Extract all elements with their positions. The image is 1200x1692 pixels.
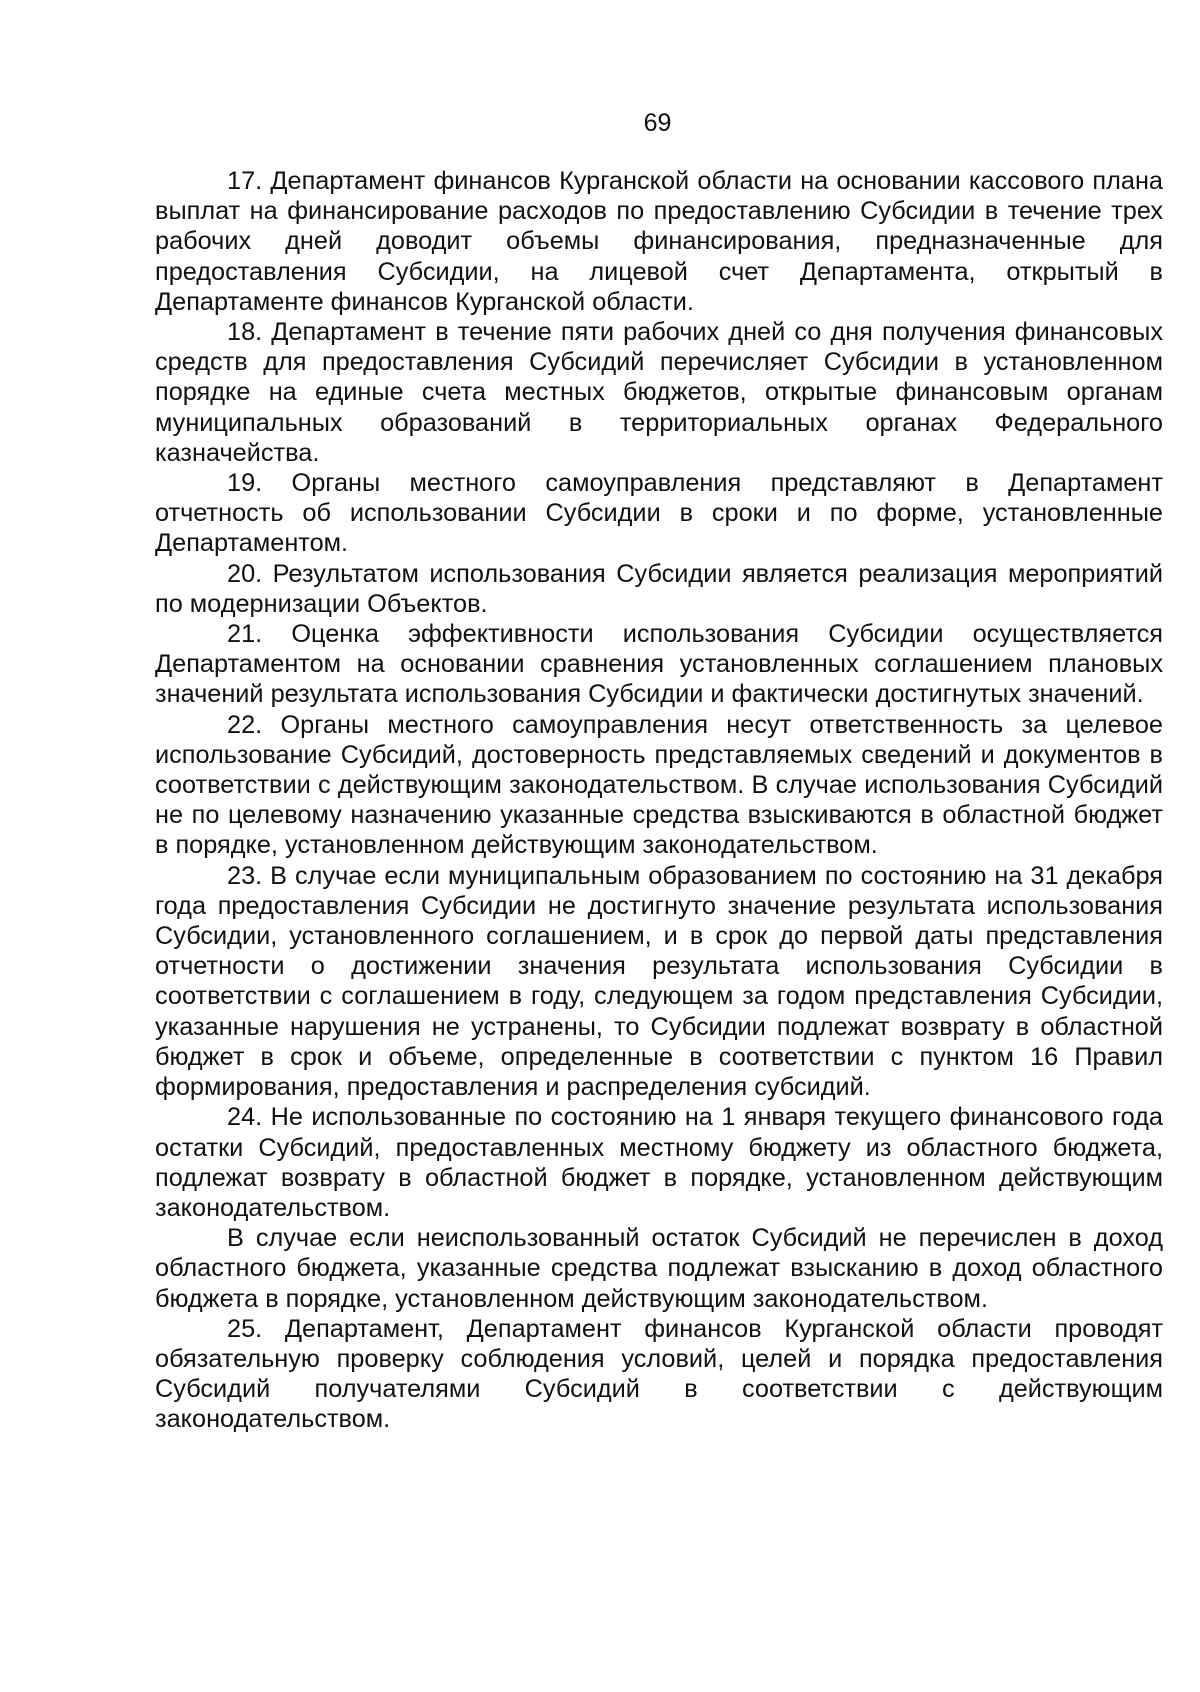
paragraph-24: 24. Не использованные по состоянию на 1 января текущего финансового года остатки Субсидий, предоставленных местному бюджету из областного бюджета, подлежат возврату в областной бюджет в порядке, установленном действующим законодательством. — [155, 1103, 1163, 1222]
paragraph-23: 23. В случае если муниципальным образованием по состоянию на 31 декабря года предоставления Субсидии не достигнуто значение результата использования Субсидии, установленного соглашением, и в срок до первой даты представления отчетности о достижении значения результата использования Субсидии в соответствии с соглашением в году, следующем за годом представления Субсидии, указанные нарушения не устранены, то Субсидии подлежат возврату в областной бюджет в срок и объеме, определенные в соответствии с пунктом 16 Правил формирования, предоставления и распределения субсидий. — [155, 861, 1163, 1102]
page-number: 69 — [643, 109, 672, 137]
document-body — [155, 166, 1163, 1435]
paragraph-24-continuation: В случае если неиспользованный остаток Субсидий не перечислен в доход областного бюджета, указанные средства подлежат взысканию в доход областного бюджета в порядке, установленном действующим законодательством. — [155, 1224, 1163, 1313]
paragraph-25: 25. Департамент, Департамент финансов Курганской области проводят обязательную проверку соблюдения условий, целей и порядка предоставления Субсидий получателями Субсидий в соответствии с действующим законодательством. — [155, 1314, 1163, 1434]
paragraph-22: 22. Органы местного самоуправления несут ответственность за целевое использование Субсидий, достоверность представляемых сведений и документов в соответствии с действующим законодательством. В случае использования Субсидий не по целевому назначению указанные средства взыскиваются в областной бюджет в порядке, установленном действующим законодательством. — [155, 710, 1163, 860]
paragraph-18: 18. Департамент в течение пяти рабочих дней со дня получения финансовых средств для предоставления Субсидий перечисляет Субсидии в установленном порядке на единые счета местных бюджетов, открытые финансовым органам муниципальных образований в территориальных органах Федерального казначейства. — [155, 318, 1163, 467]
paragraph-17: 17. Департамент финансов Курганской области на основании кассового плана выплат на финансирование расходов по предоставлению Субсидии в течение трех рабочих дней доводит объемы финансирования, предназначенные для предоставления Субсидии, на лицевой счет Департамента, открытый в Департаменте финансов Курганской области. — [155, 167, 1163, 316]
paragraph-21: 21. Оценка эффективности использования Субсидии осуществляется Департаментом на основании сравнения установленных соглашением плановых значений результата использования Субсидии и фактически достигнутых значений. — [155, 620, 1163, 709]
paragraph-19: 19. Органы местного самоуправления представляют в Департамент отчетность об использовании Субсидии в сроки и по форме, установленные Департаментом. — [155, 469, 1163, 558]
paragraph-20: 20. Результатом использования Субсидии является реализация мероприятий по модернизации Объектов. — [155, 559, 1163, 618]
